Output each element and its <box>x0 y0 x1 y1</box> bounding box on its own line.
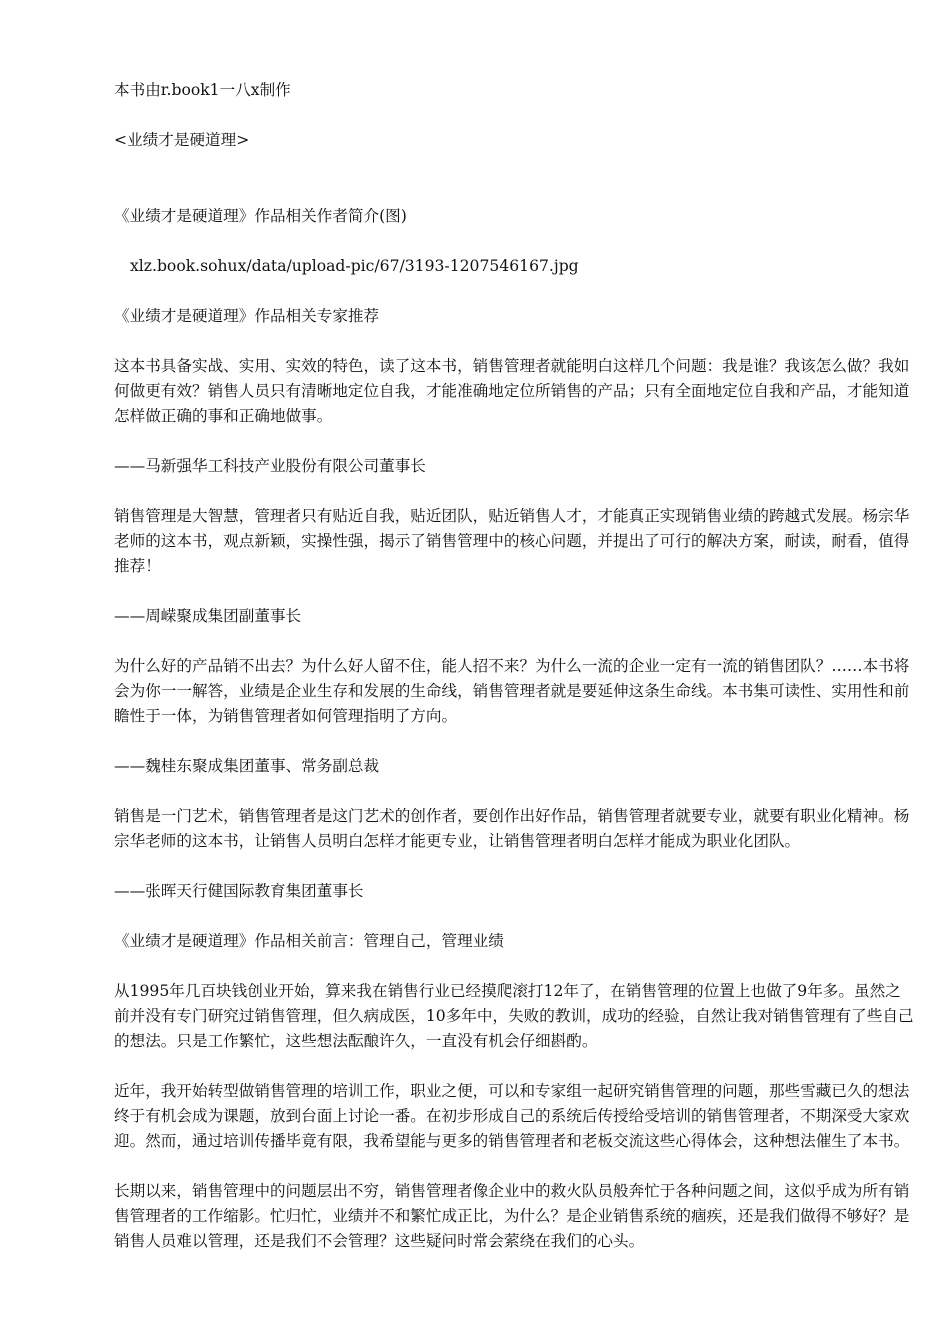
author-intro-title: 《业绩才是硬道理》作品相关作者简介(图) <box>114 207 407 225</box>
preface-paragraph: 从1995年几百块钱创业开始，算来我在销售行业已经摸爬滚打12年了，在销售管理的位置上也做了9年多。虽然之前并没有专门研究过销售管理，但久病成医，10多年中，失败的教训，成功的经验，自然让我对销售管理有了些自己的想法。只是工作繁忙，这些想法酝酿许久，一直没有机会仔细斟酌。 <box>114 982 914 1050</box>
preface-paragraph: 长期以来，销售管理中的问题层出不穷，销售管理者像企业中的救火队员般奔忙于各种问题之间，这似乎成为所有销售管理者的工作缩影。忙归忙，业绩并不和繁忙成正比，为什么？是企业销售系统的痼疾，还是我们做得不够好？是销售人员难以管理，还是我们不会管理？这些疑问时常会萦绕在我们的心头。 <box>114 1182 910 1250</box>
endorsement-attribution: ——魏桂东聚成集团董事、常务副总裁 <box>114 757 380 775</box>
endorsement-attribution: ——张晖天行健国际教育集团董事长 <box>114 882 364 900</box>
endorsement-text: 销售是一门艺术，销售管理者是这门艺术的创作者，要创作出好作品，销售管理者就要专业，就要有职业化精神。杨宗华老师的这本书，让销售人员明白怎样才能更专业，让销售管理者明白怎样才能成为职业化团队。 <box>114 807 910 850</box>
endorsement-text: 这本书具备实战、实用、实效的特色，读了这本书，销售管理者就能明白这样几个问题：我是谁？我该怎么做？我如何做更有效？销售人员只有清晰地定位自我，才能准确地定位所销售的产品；只有全面地定位自我和产品，才能知道怎样做正确的事和正确地做事。 <box>114 357 910 425</box>
image-url: xlz.book.sohux/data/upload-pic/67/3193-1207546167.jpg <box>130 257 579 275</box>
preface-title: 《业绩才是硬道理》作品相关前言：管理自己，管理业绩 <box>114 932 504 950</box>
endorsement-text: 为什么好的产品销不出去？为什么好人留不住，能人招不来？为什么一流的企业一定有一流的销售团队？……本书将会为你一一解答，业绩是企业生存和发展的生命线，销售管理者就是要延伸这条生命线。本书集可读性、实用性和前瞻性于一体，为销售管理者如何管理指明了方向。 <box>114 657 910 725</box>
endorsement-attribution: ——马新强华工科技产业股份有限公司董事长 <box>114 457 426 475</box>
preface-paragraph: 近年，我开始转型做销售管理的培训工作，职业之便，可以和专家组一起研究销售管理的问题，那些雪藏已久的想法终于有机会成为课题，放到台面上讨论一番。在初步形成自己的系统后传授给受培训的销售管理者，不期深受大家欢迎。然而，通过培训传播毕竟有限，我希望能与更多的销售管理者和老板交流这些心得体会，这种想法催生了本书。 <box>114 1082 910 1150</box>
endorsement-attribution: ——周嵘聚成集团副董事长 <box>114 607 302 625</box>
expert-title: 《业绩才是硬道理》作品相关专家推荐 <box>114 307 380 325</box>
endorsement-text: 销售管理是大智慧，管理者只有贴近自我，贴近团队，贴近销售人才，才能真正实现销售业绩的跨越式发展。杨宗华老师的这本书，观点新颖，实操性强，揭示了销售管理中的核心问题，并提出了可行的解决方案，耐读，耐看，值得推荐！ <box>114 507 910 575</box>
document-page <box>114 78 914 1254</box>
book-tag: <业绩才是硬道理> <box>114 131 250 149</box>
header-line: 本书由r.book1一八x制作 <box>114 81 291 99</box>
